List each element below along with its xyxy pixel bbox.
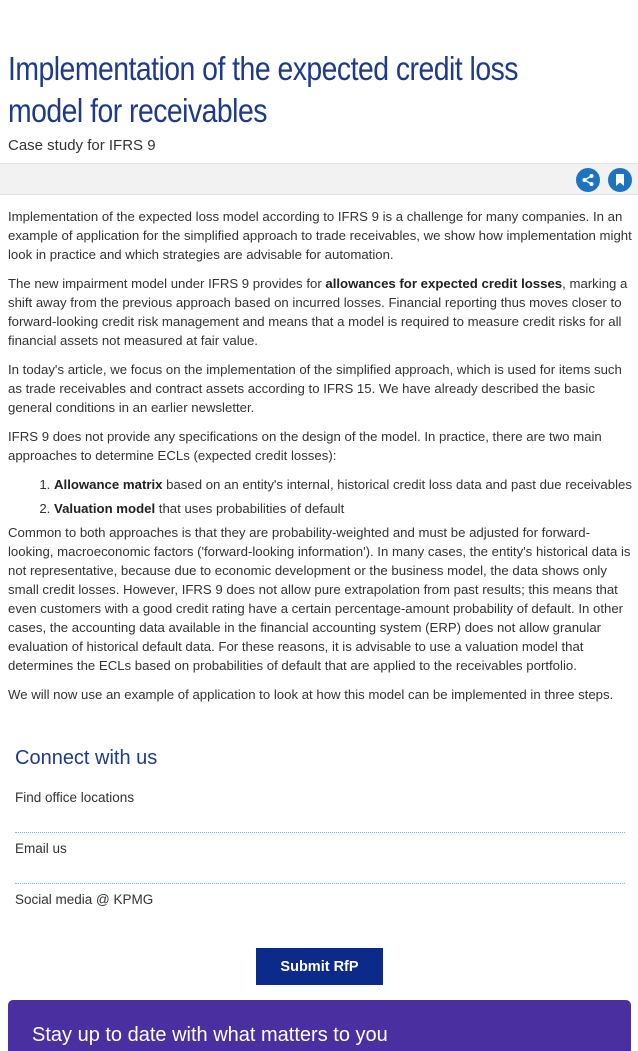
social-media-link[interactable]: Social media @ KPMG	[15, 892, 154, 907]
page-title-line2: model for receivables	[8, 92, 267, 129]
paragraph-text: , marking a shift away from the previous approach based on incurred losses. Financial reporting thus moves closer to forward-looking credit risk management and means that a model is required to measure credit risks for all financial assets not measured at fair value.	[8, 276, 628, 348]
article-toolbar	[0, 163, 638, 195]
submit-rfp-button[interactable]: Submit RfP	[256, 948, 383, 985]
list-item-bold: Valuation model	[54, 501, 156, 516]
article-paragraph: Common to both approaches is that they are probability-weighted and must be adjusted for forward-looking, macroeconomic factors ('forward-looking information'). In many cases, the entity's historical data is not representative, because due to economic development or the business model, the data shows only small credit losses. However, IFRS 9 does not allow pure extrapolation from past results; this means that even customers with a good credit rating have a certain percentage-amount probability of default. In other cases, the accounting data available in the financial accounting system (ERP) does not allow granular evaluation of historical default data. For these reasons, it is advisable to use a valuation model that determines the ECLs based on probabilities of default that are applied to the receivables portfolio.	[8, 525, 631, 673]
page-title	[8, 48, 610, 132]
list-item-text: that uses probabilities of default	[155, 501, 345, 516]
newsletter-banner-text: Stay up to date with what matters to you	[32, 1024, 388, 1046]
article-paragraph	[8, 274, 632, 350]
approaches-list	[8, 475, 632, 518]
share-button[interactable]	[576, 168, 600, 192]
paragraph-bold-text: allowances for expected credit losses	[325, 276, 563, 291]
article-body	[8, 207, 632, 714]
newsletter-banner[interactable]	[8, 1000, 631, 1051]
article-paragraph: In today's article, we focus on the implementation of the simplified approach, which is used for items such as trade receivables and contract assets according to IFRS 15. We have already described the basic general conditions in an earlier newsletter.	[8, 362, 622, 415]
article-paragraph: Implementation of the expected loss model according to IFRS 9 is a challenge for many companies. In an example of application for the simplified approach to trade receivables, we show how implementation might look in practice and which strategies are advisable for automation.	[8, 209, 632, 262]
bookmark-button[interactable]	[608, 168, 632, 192]
connect-title: Connect with us	[15, 747, 158, 769]
share-icon	[581, 173, 595, 187]
email-us-link[interactable]: Email us	[15, 833, 625, 884]
paragraph-text: The new impairment model under IFRS 9 provides for	[8, 276, 326, 291]
list-item-bold: Allowance matrix	[54, 477, 163, 492]
page-subtitle: Case study for IFRS 9	[8, 137, 156, 154]
article-paragraph: We will now use an example of application to look at how this model can be implemented in three steps.	[8, 687, 614, 702]
find-office-link[interactable]: Find office locations	[15, 782, 625, 833]
bookmark-icon	[614, 173, 626, 187]
page-title-line1: Implementation of the expected credit loss	[8, 50, 518, 87]
list-item	[54, 499, 632, 518]
connect-section	[15, 747, 625, 935]
list-item-text: based on an entity's internal, historical credit loss data and past due receivables	[162, 477, 632, 492]
article-paragraph: IFRS 9 does not provide any specifications on the design of the model. In practice, there are two main approaches to determine ECLs (expected credit losses):	[8, 429, 602, 463]
list-item	[54, 475, 632, 494]
